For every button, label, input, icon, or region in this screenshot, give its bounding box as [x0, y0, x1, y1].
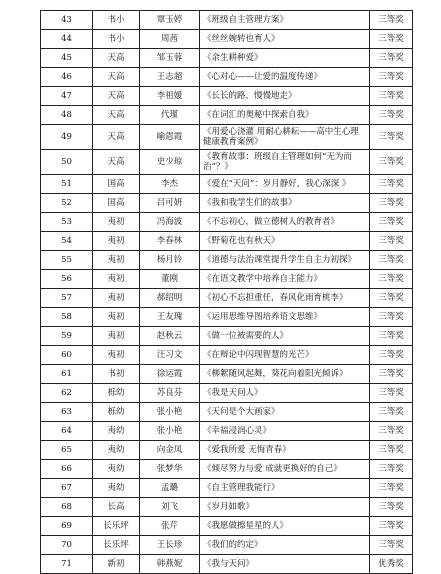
teacher-name-cell: 张梦华	[140, 460, 200, 479]
essay-title-cell: 《我是天问人》	[200, 384, 370, 403]
school-cell: 国高	[93, 175, 140, 194]
row-number-cell: 61	[41, 365, 93, 384]
award-level-cell: 三等奖	[370, 479, 413, 498]
school-cell: 夷幼	[93, 460, 140, 479]
award-level-cell: 三等奖	[370, 346, 413, 365]
essay-title-cell: 《在词汇的奥秘中探索自我》	[200, 106, 370, 125]
school-cell: 栎幼	[93, 384, 140, 403]
teacher-name-cell: 张芹	[140, 517, 200, 536]
essay-title-cell: 《用爱心浇灌 用耐心耕耘——高中生心理健康教育案例》	[200, 125, 370, 150]
table-row	[41, 232, 413, 251]
essay-title-cell: 《余生耕种爱》	[200, 49, 370, 68]
row-number-cell: 58	[41, 308, 93, 327]
award-level-cell: 三等奖	[370, 150, 413, 175]
essay-title-cell: 《我和我学生们的故事》	[200, 194, 370, 213]
table-row	[41, 536, 413, 555]
teacher-name-cell: 喻恩霞	[140, 125, 200, 150]
table-row	[41, 441, 413, 460]
row-number-cell: 59	[41, 327, 93, 346]
award-level-cell: 三等奖	[370, 384, 413, 403]
row-number-cell: 71	[41, 555, 93, 574]
school-cell: 天高	[93, 49, 140, 68]
teacher-name-cell: 郝绍明	[140, 289, 200, 308]
teacher-name-cell: 代瑾	[140, 106, 200, 125]
school-cell: 夷初	[93, 270, 140, 289]
teacher-name-cell: 王志超	[140, 68, 200, 87]
row-number-cell: 62	[41, 384, 93, 403]
essay-title-cell: 《心对心——让爱的温度传递》	[200, 68, 370, 87]
award-level-cell: 三等奖	[370, 213, 413, 232]
teacher-name-cell: 史少琼	[140, 150, 200, 175]
essay-title-cell: 《长长的路，慢慢地走》	[200, 87, 370, 106]
school-cell: 新初	[93, 555, 140, 574]
row-number-cell: 70	[41, 536, 93, 555]
row-number-cell: 64	[41, 422, 93, 441]
table-row	[41, 555, 413, 574]
row-number-cell: 56	[41, 270, 93, 289]
essay-title-cell: 《爱我所爱 无悔青春》	[200, 441, 370, 460]
essay-title-cell: 《班级自主管理方案》	[200, 11, 370, 30]
award-level-cell: 三等奖	[370, 251, 413, 270]
essay-title-cell: 《我与天问》	[200, 555, 370, 574]
row-number-cell: 47	[41, 87, 93, 106]
school-cell: 夷幼	[93, 441, 140, 460]
table-row	[41, 213, 413, 232]
essay-title-cell: 《幸福浸润心灵》	[200, 422, 370, 441]
award-level-cell: 三等奖	[370, 125, 413, 150]
teacher-name-cell: 徐运霞	[140, 365, 200, 384]
row-number-cell: 52	[41, 194, 93, 213]
award-list-sheet	[40, 10, 412, 569]
essay-title-cell: 《我们的约定》	[200, 536, 370, 555]
row-number-cell: 44	[41, 30, 93, 49]
row-number-cell: 46	[41, 68, 93, 87]
essay-title-cell: 《在语文教学中培养自主能力》	[200, 270, 370, 289]
teacher-name-cell: 邹玉蓉	[140, 49, 200, 68]
school-cell: 夷初	[93, 346, 140, 365]
award-level-cell: 三等奖	[370, 308, 413, 327]
teacher-name-cell: 张小艳	[140, 403, 200, 422]
award-level-cell: 三等奖	[370, 30, 413, 49]
award-level-cell: 三等奖	[370, 517, 413, 536]
row-number-cell: 48	[41, 106, 93, 125]
award-level-cell: 三等奖	[370, 175, 413, 194]
award-level-cell: 三等奖	[370, 403, 413, 422]
teacher-name-cell: 覃玉婷	[140, 11, 200, 30]
award-level-cell: 三等奖	[370, 536, 413, 555]
school-cell: 天高	[93, 87, 140, 106]
teacher-name-cell: 吕可妍	[140, 194, 200, 213]
award-level-cell: 三等奖	[370, 68, 413, 87]
school-cell: 夷初	[93, 289, 140, 308]
row-number-cell: 69	[41, 517, 93, 536]
award-level-cell: 三等奖	[370, 289, 413, 308]
award-level-cell: 三等奖	[370, 194, 413, 213]
teacher-name-cell: 李春林	[140, 232, 200, 251]
award-level-cell: 优秀奖	[370, 555, 413, 574]
essay-title-cell: 《天问是个大画家》	[200, 403, 370, 422]
award-table-body	[41, 11, 413, 574]
teacher-name-cell: 刘飞	[140, 498, 200, 517]
teacher-name-cell: 韩燕妮	[140, 555, 200, 574]
school-cell: 夷幼	[93, 479, 140, 498]
award-level-cell: 三等奖	[370, 498, 413, 517]
row-number-cell: 50	[41, 150, 93, 175]
school-cell: 夷初	[93, 232, 140, 251]
table-row	[41, 517, 413, 536]
teacher-name-cell: 李祖媛	[140, 87, 200, 106]
row-number-cell: 51	[41, 175, 93, 194]
table-row	[41, 346, 413, 365]
teacher-name-cell: 向金凤	[140, 441, 200, 460]
row-number-cell: 66	[41, 460, 93, 479]
table-row	[41, 308, 413, 327]
table-row	[41, 175, 413, 194]
essay-title-cell: 《倾尽努力与爱 成就更换好的自己》	[200, 460, 370, 479]
teacher-name-cell: 汪习文	[140, 346, 200, 365]
row-number-cell: 65	[41, 441, 93, 460]
school-cell: 天高	[93, 125, 140, 150]
teacher-name-cell: 杨月铃	[140, 251, 200, 270]
teacher-name-cell: 赵秋云	[140, 327, 200, 346]
table-row	[41, 68, 413, 87]
school-cell: 长乐坪	[93, 517, 140, 536]
award-level-cell: 三等奖	[370, 460, 413, 479]
teacher-name-cell: 王长珍	[140, 536, 200, 555]
award-level-cell: 三等奖	[370, 11, 413, 30]
row-number-cell: 67	[41, 479, 93, 498]
teacher-name-cell: 董刚	[140, 270, 200, 289]
row-number-cell: 63	[41, 403, 93, 422]
teacher-name-cell: 王友瑰	[140, 308, 200, 327]
row-number-cell: 68	[41, 498, 93, 517]
teacher-name-cell: 冯海波	[140, 213, 200, 232]
school-cell: 书初	[93, 365, 140, 384]
essay-title-cell: 《我愿做擦星星的人》	[200, 517, 370, 536]
table-row	[41, 479, 413, 498]
school-cell: 栎幼	[93, 403, 140, 422]
table-row	[41, 384, 413, 403]
table-row	[41, 422, 413, 441]
school-cell: 夷初	[93, 251, 140, 270]
table-row	[41, 251, 413, 270]
table-row	[41, 498, 413, 517]
table-row	[41, 270, 413, 289]
essay-title-cell: 《丝丝婉转也育人》	[200, 30, 370, 49]
row-number-cell: 53	[41, 213, 93, 232]
award-level-cell: 三等奖	[370, 441, 413, 460]
row-number-cell: 60	[41, 346, 93, 365]
teacher-name-cell: 苏良芬	[140, 384, 200, 403]
row-number-cell: 57	[41, 289, 93, 308]
award-level-cell: 三等奖	[370, 232, 413, 251]
award-level-cell: 三等奖	[370, 87, 413, 106]
school-cell: 夷初	[93, 308, 140, 327]
row-number-cell: 49	[41, 125, 93, 150]
essay-title-cell: 《做一位被需要的人》	[200, 327, 370, 346]
teacher-name-cell: 张小艳	[140, 422, 200, 441]
table-row	[41, 106, 413, 125]
school-cell: 书小	[93, 11, 140, 30]
award-table	[40, 10, 413, 574]
essay-title-cell: 《不忘初心，做立德树人的教育者》	[200, 213, 370, 232]
school-cell: 天高	[93, 106, 140, 125]
essay-title-cell: 《爱在“天问”：岁月静好，我心深深 》	[200, 175, 370, 194]
table-row	[41, 125, 413, 150]
table-row	[41, 194, 413, 213]
essay-title-cell: 《道德与法治课堂提升学生自主力初探》	[200, 251, 370, 270]
essay-title-cell: 《柳絮随风起舞，葵花向着阳光倾诉》	[200, 365, 370, 384]
row-number-cell: 54	[41, 232, 93, 251]
table-row	[41, 11, 413, 30]
teacher-name-cell: 孟璐	[140, 479, 200, 498]
school-cell: 长高	[93, 498, 140, 517]
table-row	[41, 289, 413, 308]
teacher-name-cell: 周茜	[140, 30, 200, 49]
award-level-cell: 三等奖	[370, 106, 413, 125]
table-row	[41, 87, 413, 106]
school-cell: 夷幼	[93, 422, 140, 441]
school-cell: 国高	[93, 194, 140, 213]
essay-title-cell: 《初心不忘担重任，春风化雨育桃李》	[200, 289, 370, 308]
school-cell: 天高	[93, 150, 140, 175]
award-level-cell: 三等奖	[370, 49, 413, 68]
table-row	[41, 365, 413, 384]
table-row	[41, 327, 413, 346]
essay-title-cell: 《运用思维导图培养语文思维》	[200, 308, 370, 327]
essay-title-cell: 《教育故事：班级自主管理如何“无为而治”？》	[200, 150, 370, 175]
table-row	[41, 30, 413, 49]
school-cell: 天高	[93, 68, 140, 87]
row-number-cell: 43	[41, 11, 93, 30]
school-cell: 长乐坪	[93, 536, 140, 555]
table-row	[41, 150, 413, 175]
award-level-cell: 三等奖	[370, 422, 413, 441]
table-row	[41, 49, 413, 68]
award-level-cell: 三等奖	[370, 365, 413, 384]
table-row	[41, 403, 413, 422]
row-number-cell: 55	[41, 251, 93, 270]
award-level-cell: 三等奖	[370, 270, 413, 289]
essay-title-cell: 《自主管理我能行》	[200, 479, 370, 498]
row-number-cell: 45	[41, 49, 93, 68]
essay-title-cell: 《在辩论中闪现智慧的光芒》	[200, 346, 370, 365]
award-level-cell: 三等奖	[370, 327, 413, 346]
essay-title-cell: 《岁月如歌》	[200, 498, 370, 517]
table-row	[41, 460, 413, 479]
school-cell: 书小	[93, 30, 140, 49]
school-cell: 夷初	[93, 213, 140, 232]
essay-title-cell: 《野菊花也有秋天》	[200, 232, 370, 251]
school-cell: 夷初	[93, 327, 140, 346]
teacher-name-cell: 李杰	[140, 175, 200, 194]
